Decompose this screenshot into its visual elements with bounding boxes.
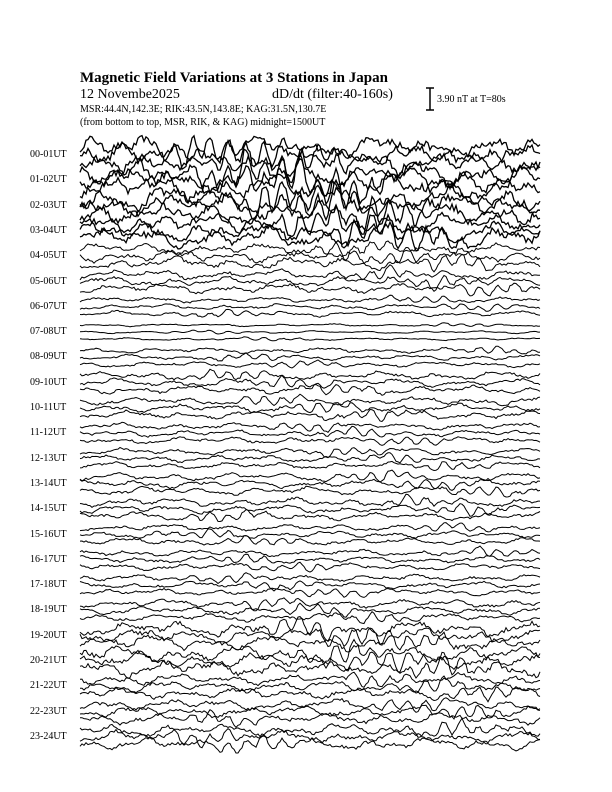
chart-title: Magnetic Field Variations at 3 Stations in Japan [80,70,388,86]
station-trace [80,705,540,719]
station-trace [80,353,540,361]
station-trace [80,486,540,497]
station-trace [80,330,540,334]
hour-label: 22-23UT [30,705,67,717]
hour-label: 09-10UT [30,376,67,388]
hour-label: 11-12UT [30,427,67,439]
hour-label: 19-20UT [30,629,67,641]
chart-date: 12 Novembe2025 [80,87,180,102]
hour-label: 08-09UT [30,351,67,363]
hour-label: 21-22UT [30,680,67,692]
station-trace [80,612,540,624]
station-trace [80,283,540,296]
chart-method: dD/dt (filter:40-160s) [272,87,393,102]
station-trace [80,346,540,354]
station-trace [80,523,540,532]
hour-label: 20-21UT [30,655,67,666]
station-trace [80,588,540,597]
station-order-note: (from bottom to top, MSR, RIK, & KAG) midnight=1500UT [80,117,326,128]
station-trace [80,304,540,312]
station-trace [80,422,540,432]
station-trace [80,360,540,368]
hour-label: 07-08UT [30,326,67,338]
station-trace [80,403,540,413]
station-trace [80,461,540,470]
station-trace [80,448,540,458]
station-trace [80,504,540,517]
station-trace [80,369,540,379]
station-trace [80,385,540,396]
hour-label: 15-16UT [30,528,67,540]
station-trace [80,323,540,327]
hour-label: 04-05UT [30,250,67,262]
station-trace [80,536,540,546]
station-trace [80,295,540,303]
trace-group [80,136,540,753]
station-trace [80,470,540,482]
hour-label: 10-11UT [30,402,67,413]
station-trace [80,710,540,728]
station-trace [80,562,540,572]
hour-label: 12-13UT [30,452,67,464]
station-trace [80,181,540,220]
station-trace [80,394,540,406]
station-trace [80,554,540,563]
hour-label: 18-19UT [30,604,67,616]
hour-label: 00-01UT [30,149,67,160]
scale-bar [426,88,434,110]
hour-label: 06-07UT [30,300,67,312]
hour-label: 13-14UT [30,477,67,489]
hour-label: 01-02UT [30,174,67,186]
station-trace [80,698,540,713]
station-trace [80,309,540,317]
hour-label: 23-24UT [30,730,67,742]
hour-label: 03-04UT [30,224,67,236]
station-trace [80,337,540,341]
hour-label: 16-17UT [30,553,67,565]
station-trace [80,581,540,591]
station-trace [80,494,540,507]
station-trace [80,546,540,557]
hour-label: 02-03UT [30,199,67,211]
station-trace [80,410,540,422]
hour-label: 14-15UT [30,503,67,515]
station-trace [80,437,540,446]
station-trace [80,276,540,292]
station-trace [80,265,540,280]
scale-bar-label: 3.90 nT at T=80s [437,94,506,105]
hour-label: 17-18UT [30,579,67,591]
station-trace [80,573,540,584]
station-coordinates: MSR:44.4N,142.3E; RIK:43.5N,143.8E; KAG:31.5N,130.7E [80,104,327,115]
hour-label: 05-06UT [30,275,67,287]
